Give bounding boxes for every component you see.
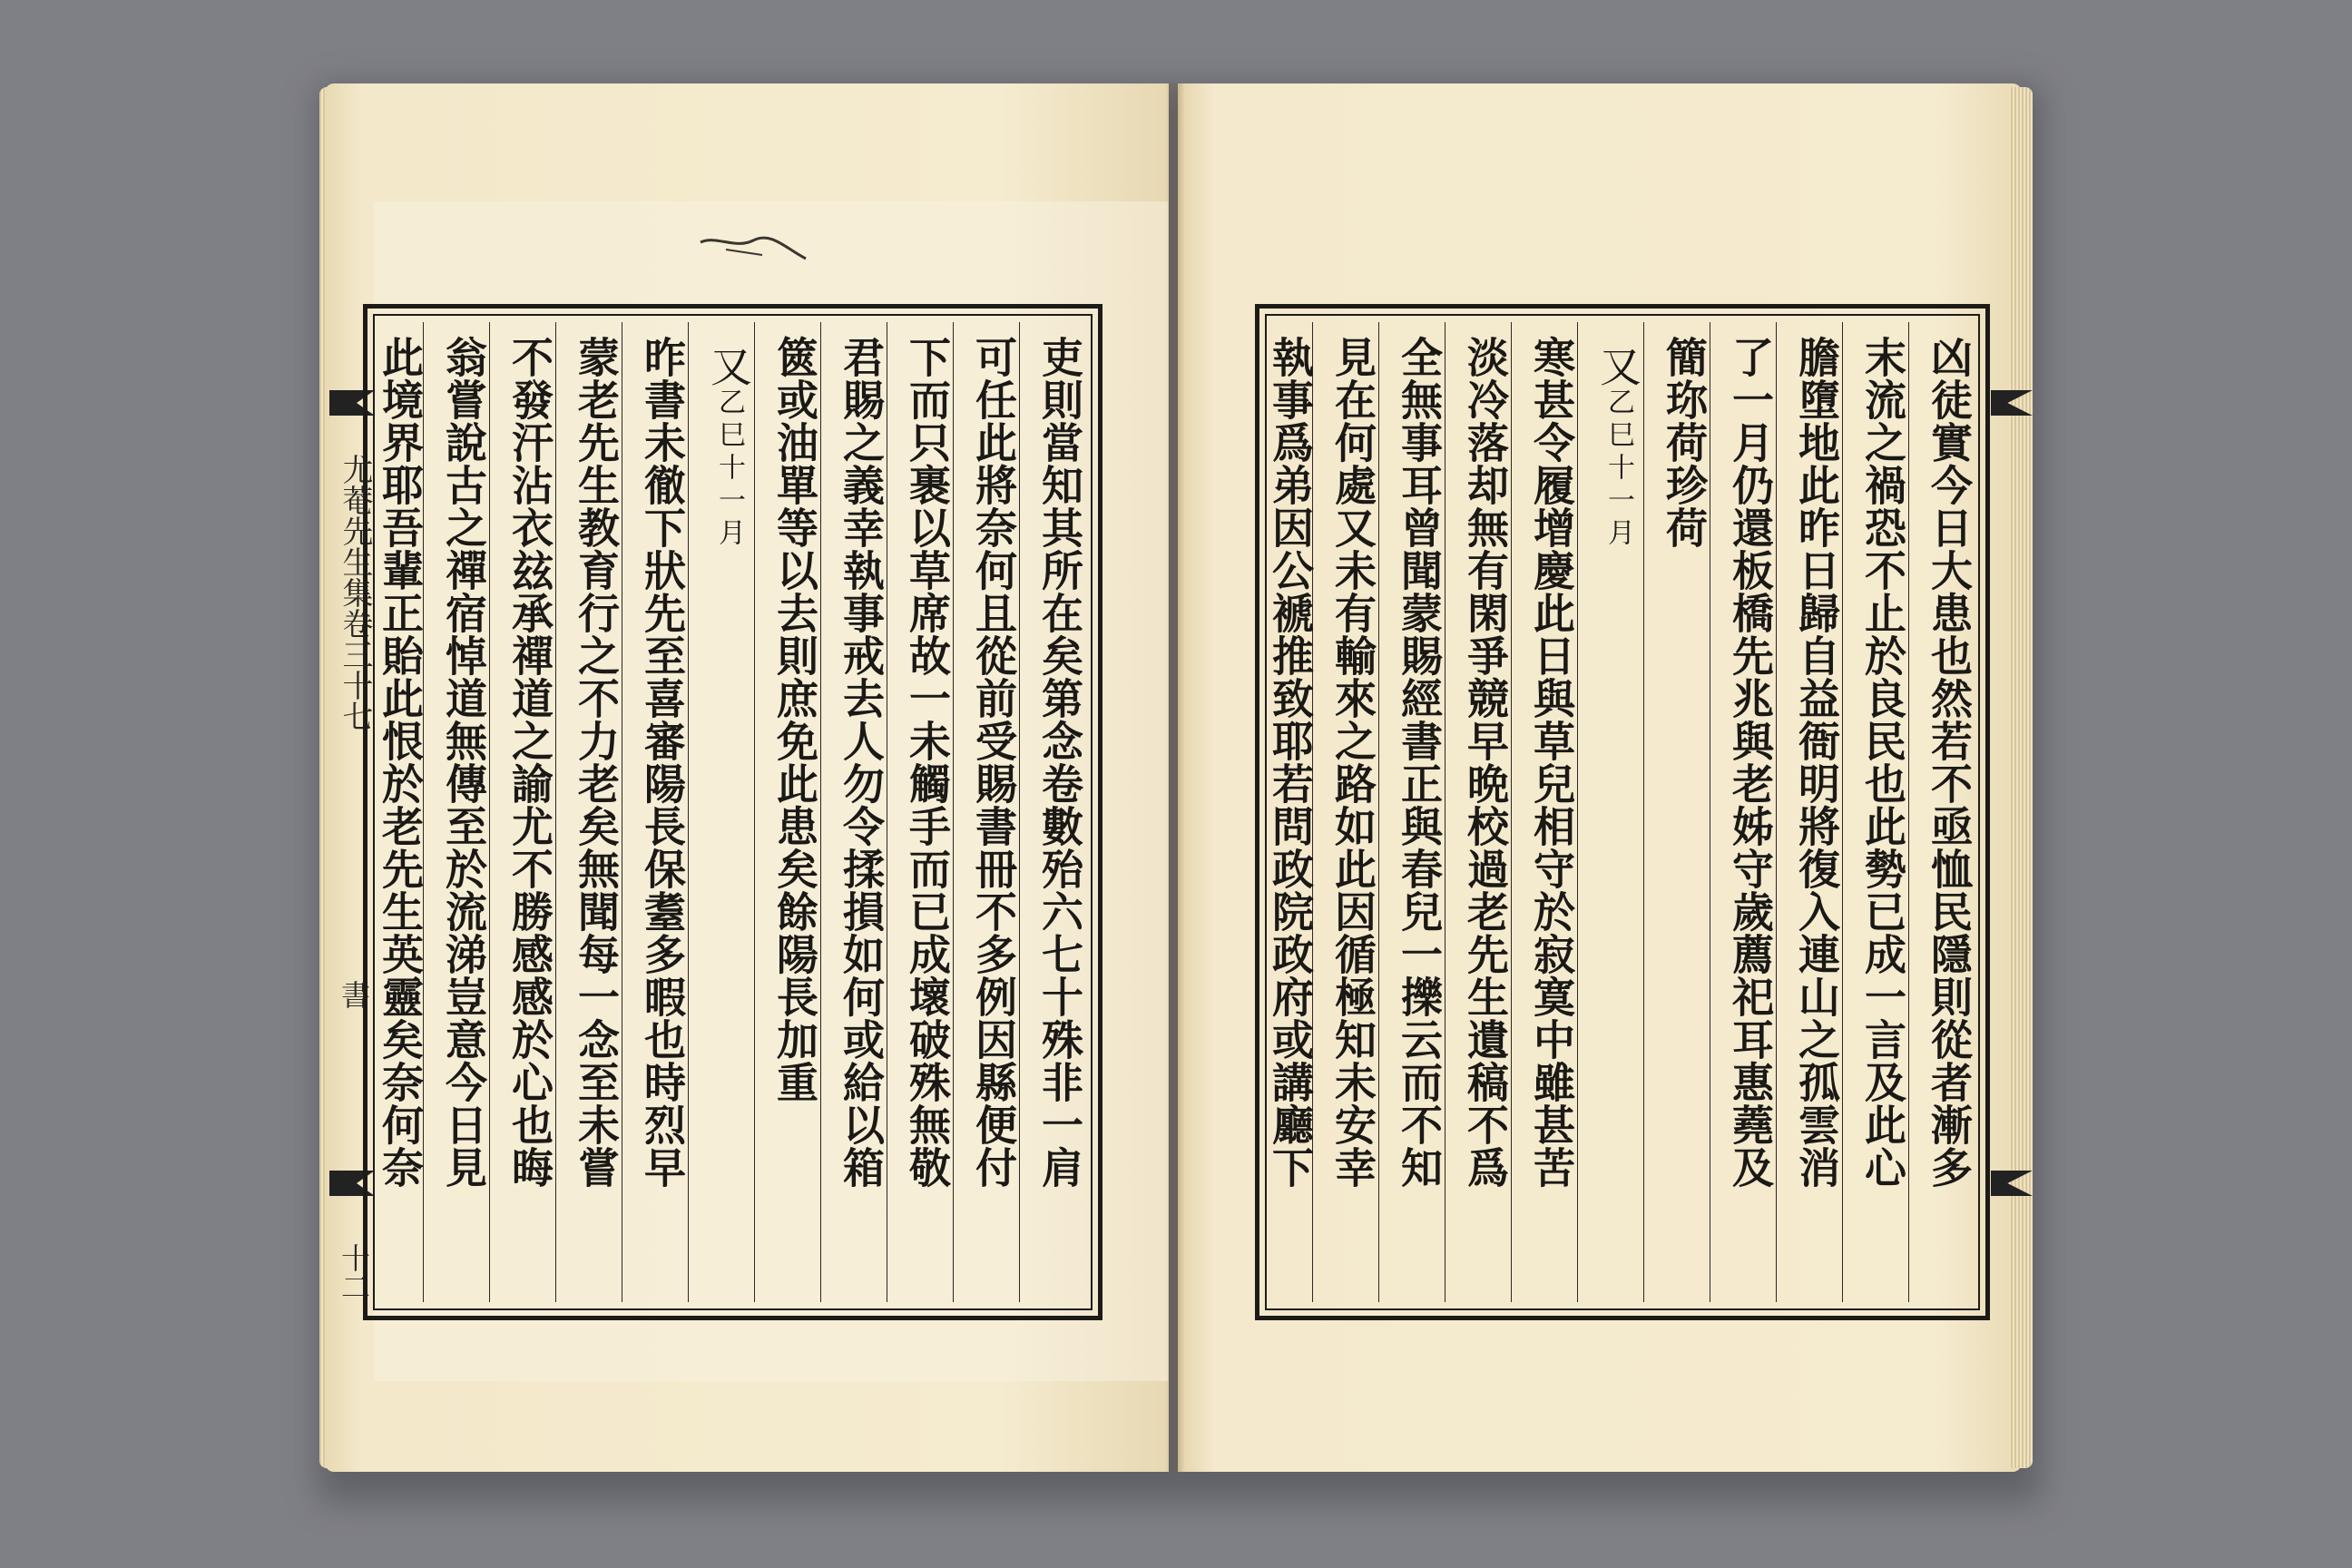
text-column: 吏則當知其所在矣第念卷數殆六七十殊非一肩 — [1035, 336, 1084, 1189]
book-gutter — [1165, 83, 1185, 1472]
text-column: 昨書未徹下狀先至喜審陽長保耋多暇也時烈早 — [638, 336, 687, 1189]
column-rule — [1842, 322, 1843, 1302]
column-rule — [754, 322, 755, 1302]
column-rule — [820, 322, 821, 1302]
letter-heading-label: 又 — [1593, 345, 1642, 387]
letter-date-note: 乙巳十一月 — [713, 387, 745, 551]
letter-date-note: 乙巳十一月 — [1602, 387, 1634, 551]
right-margin — [1985, 299, 2040, 1316]
text-column: 淡冷落却無有閑爭競早晩校過老先生遺稿不爲 — [1461, 336, 1510, 1189]
column-rule — [1445, 322, 1446, 1302]
column-rule — [1776, 322, 1777, 1302]
fish-tail-mark-upper — [1991, 390, 2033, 416]
text-column: 凶徒實今日大患也然若不亟恤民隱則從者漸多 — [1925, 336, 1974, 1189]
left-text-frame — [363, 304, 1102, 1320]
text-column: 簡珎荷珍荷 — [1660, 336, 1709, 549]
text-column: 篋或油單等以去則庶免此患矣餘陽長加重 — [770, 336, 819, 1103]
book-title-margin: 尤菴先生集卷三十七 — [337, 454, 373, 731]
column-rule — [688, 322, 689, 1302]
text-column: 可任此將奈何且從前受賜書冊不多例因縣便付 — [969, 336, 1018, 1189]
fish-tail-mark-lower — [1991, 1171, 2033, 1196]
column-rule — [423, 322, 424, 1302]
column-rule — [1511, 322, 1512, 1302]
page-number: 十二 — [337, 1243, 371, 1301]
text-column: 蒙老先生教育行之不力老矣無聞每一念至未嘗 — [572, 336, 621, 1189]
text-column: 了一月仍還板橋先兆與老姊守歲薦祀耳惠蕘及 — [1726, 336, 1775, 1189]
text-column: 末流之禍恐不止於良民也此勢已成一言及此心 — [1858, 336, 1907, 1189]
letter-heading-label: 又 — [704, 345, 753, 387]
letter-heading — [703, 345, 754, 1307]
column-rule — [1312, 322, 1313, 1302]
text-column: 膽墮地此昨日歸自益衙明將復入連山之孤雲消 — [1792, 336, 1841, 1189]
text-column: 君賜之義幸執事戒去人勿令揉損如何或給以箱 — [837, 336, 886, 1189]
column-rule — [1577, 322, 1578, 1302]
text-column: 見在何處又未有輸來之路如此因循極知未安幸 — [1328, 336, 1377, 1189]
column-rule — [1378, 322, 1379, 1302]
column-rule — [555, 322, 556, 1302]
text-column: 全無事耳曾聞蒙賜經書正與春兒一擽云而不知 — [1395, 336, 1444, 1189]
column-rule — [953, 322, 954, 1302]
section-label: 書 — [337, 980, 371, 1009]
letter-heading — [1592, 345, 1643, 1307]
text-column: 此境界耶吾輩正貽此恨於老先生英靈矣奈何奈 — [376, 336, 425, 1189]
column-rule — [489, 322, 490, 1302]
text-column: 寒甚令履增慶此日與草兒相守於寂寞中雖甚苦 — [1527, 336, 1576, 1189]
column-rule — [1908, 322, 1909, 1302]
column-rule — [1643, 322, 1644, 1302]
ink-scribble-mark — [699, 231, 808, 268]
column-rule — [1019, 322, 1020, 1302]
text-column: 翁嘗說古之禪宿悼道無傳至於流涕豈意今日見 — [439, 336, 488, 1189]
text-column: 下而只裹以草席故一未觸手而已成壞破殊無敬 — [903, 336, 952, 1189]
text-column: 執事爲弟因公褫推致耶若問政院政府或講廳下 — [1266, 336, 1315, 1189]
text-column: 不發汗沾衣玆承禪道之諭尤不勝感感於心也晦 — [505, 336, 554, 1189]
right-text-frame — [1255, 304, 1990, 1320]
